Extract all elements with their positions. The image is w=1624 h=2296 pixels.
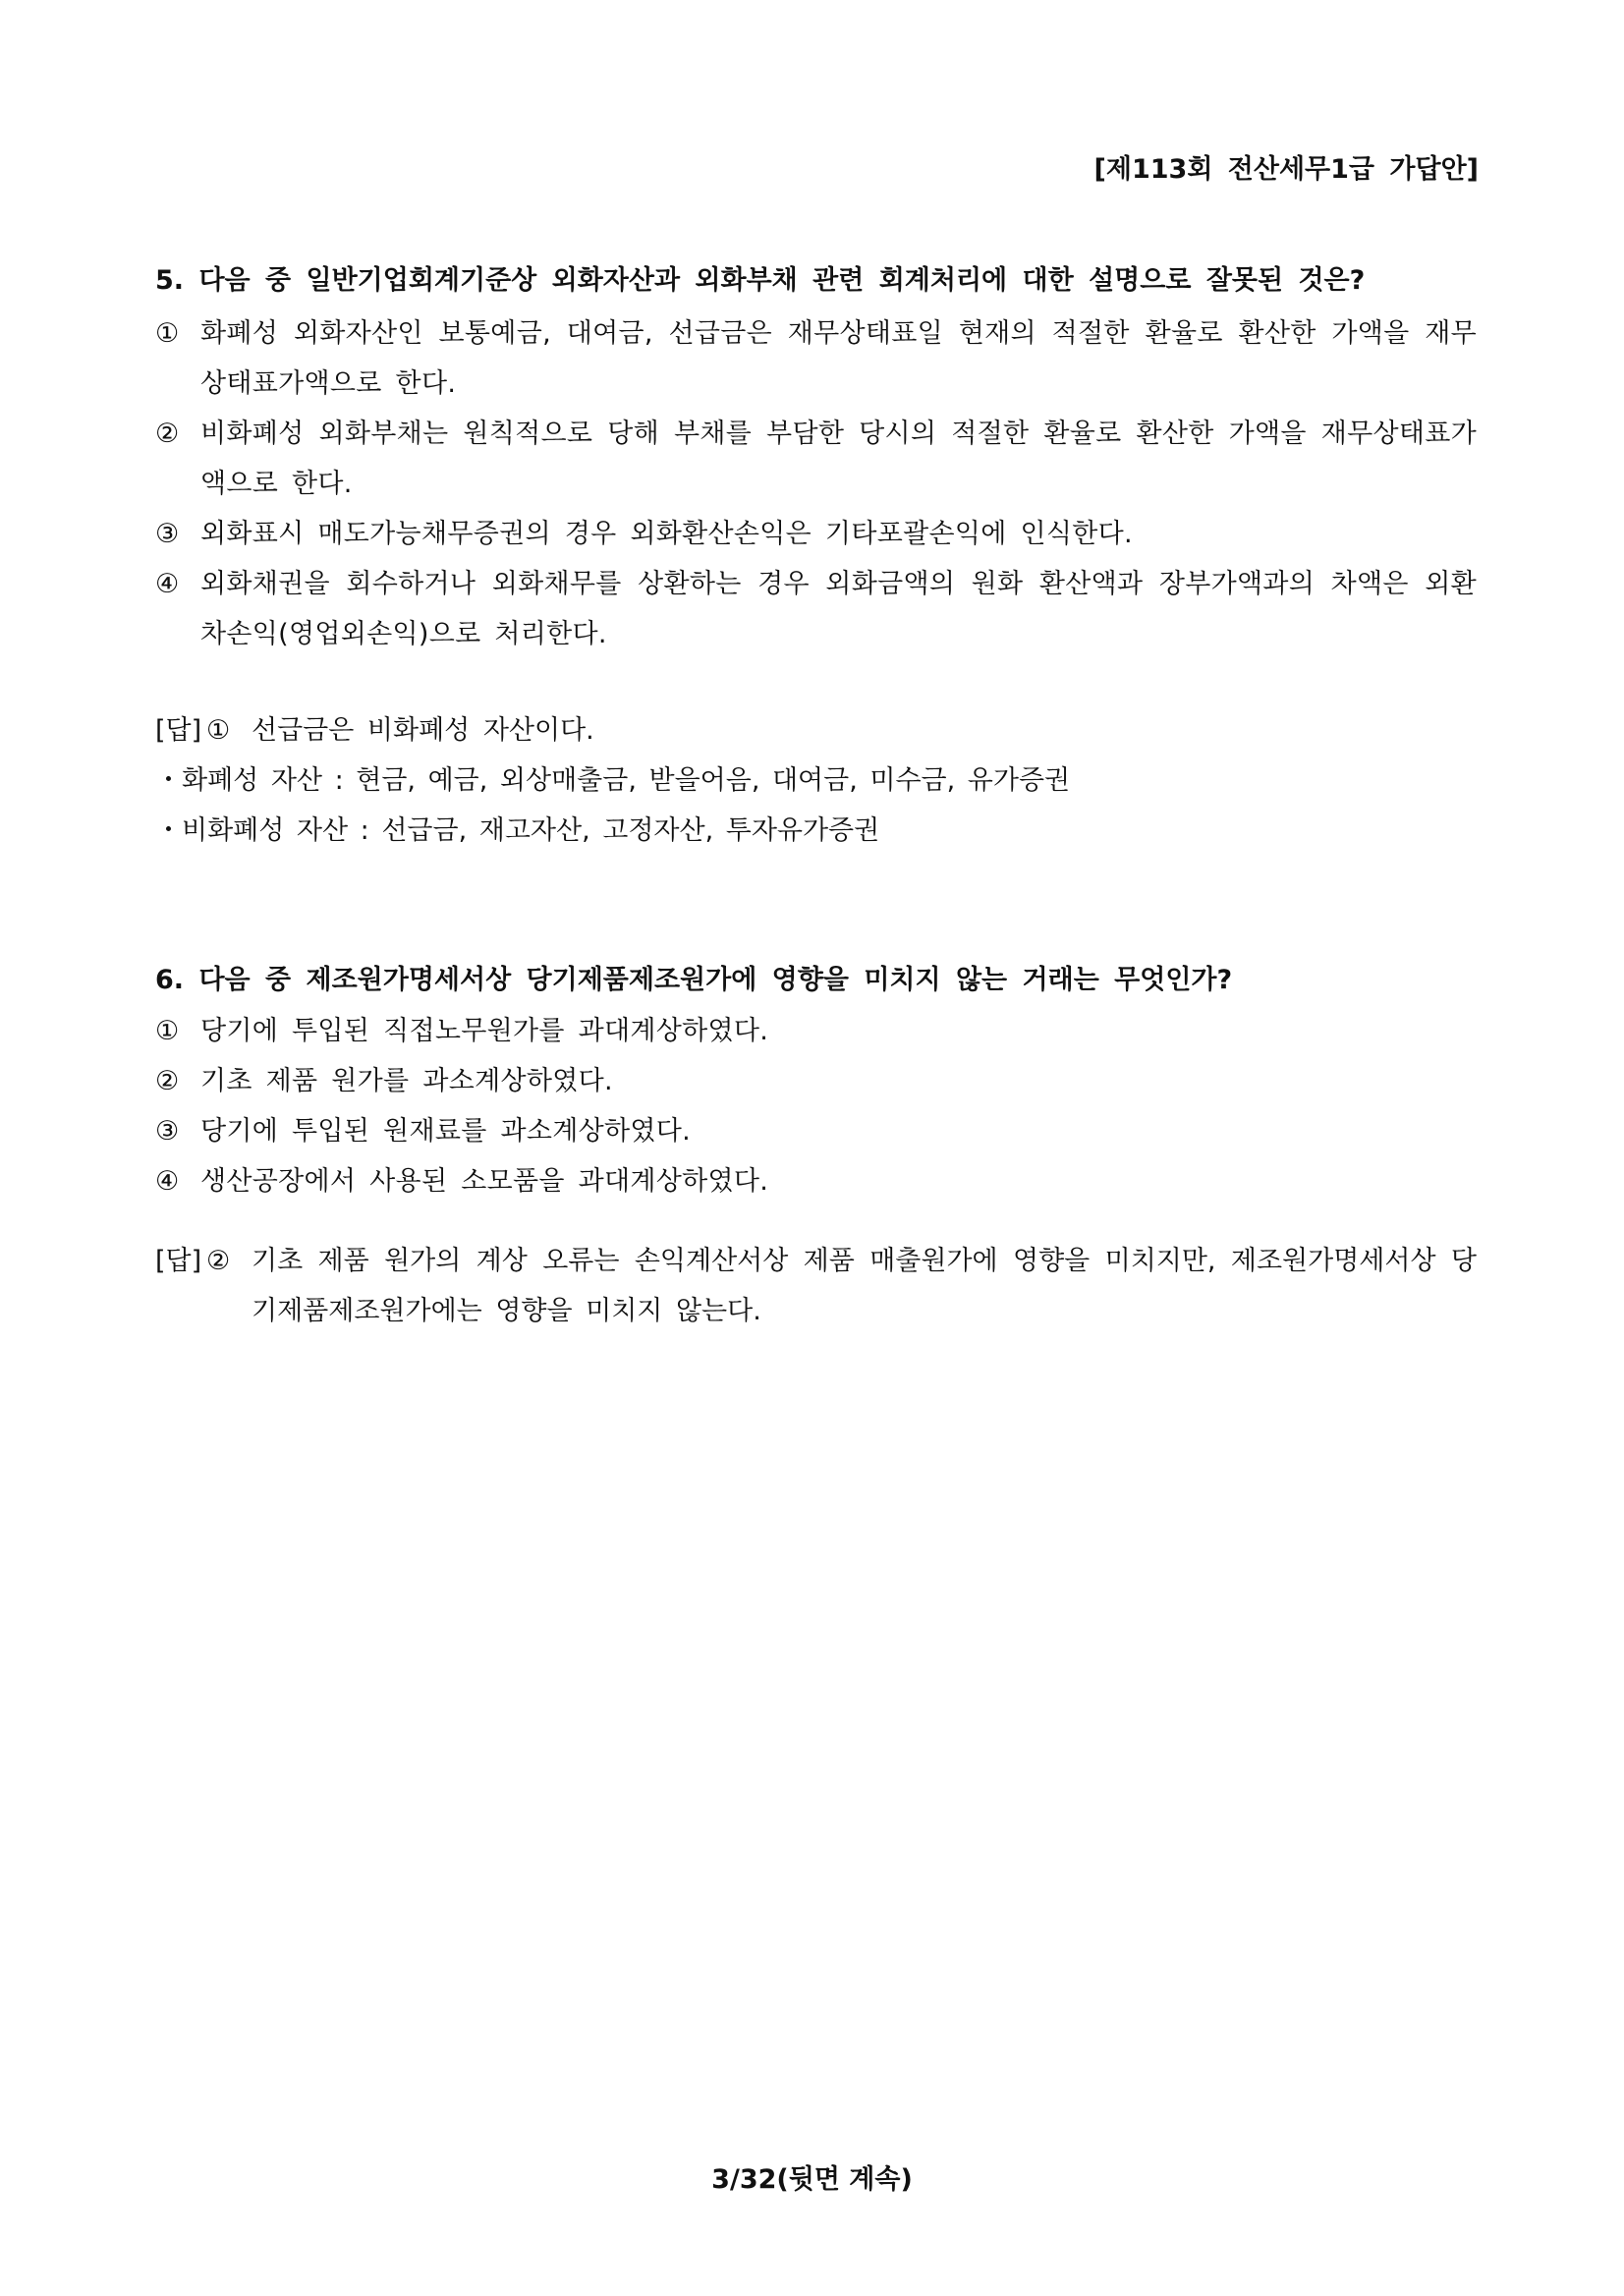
question-6: 6. 다음 중 제조원가명세서상 당기제품제조원가에 영향을 미치지 않는 거래는 무엇인가? [155,965,1233,995]
choice-text: 당기에 투입된 직접노무원가를 과대계상하였다. [200,1016,769,1046]
exam-header: [제113회 전산세무1급 가답안] [1093,154,1479,185]
q5-choice-4 [155,559,1477,659]
q5-choice-1 [155,308,1477,409]
q6-choice-2 [155,1056,1477,1106]
page-number: 3/32(뒷면 계속) [711,2164,913,2195]
choice-number: ① [155,1016,180,1046]
answer-label: [답] [155,715,202,746]
choice-text: 당기에 투입된 원재료를 과소계상하였다. [200,1116,692,1147]
answer-text: 선급금은 비화폐성 자산이다. [252,715,594,746]
choice-number: ③ [155,1116,180,1147]
choice-number: ④ [155,1166,180,1197]
q6-choice-3 [155,1106,1477,1156]
q5-choice-2 [155,409,1477,509]
choice-number: ① [155,318,180,349]
answer-label: [답] [155,1246,202,1276]
choice-number: ② [155,1066,180,1096]
answer-number: ① [206,715,231,746]
q6-answer [155,1236,1477,1336]
q5-bullet-monetary: ・화폐성 자산 : 현금, 예금, 외상매출금, 받을어음, 대여금, 미수금, 유가증권 [155,765,1071,796]
q5-bullet-nonmonetary: ・비화폐성 자산 : 선급금, 재고자산, 고정자산, 투자유가증권 [155,815,880,846]
choice-text: 비화폐성 외화부채는 원칙적으로 당해 부채를 부담한 당시의 적절한 환율로 환산한 가액을 재무상태표가액으로 한다. [200,419,1477,499]
question-5: 5. 다음 중 일반기업회계기준상 외화자산과 외화부채 관련 회계처리에 대한 설명으로 잘못된 것은? [155,265,1366,296]
answer-text: 기초 제품 원가의 계상 오류는 손익계산서상 제품 매출원가에 영향을 미치지만, 제조원가명세서상 당기제품제조원가에는 영향을 미치지 않는다. [252,1246,1477,1326]
choice-number: ④ [155,569,180,599]
q6-choice-1 [155,1006,1477,1056]
choice-number: ② [155,419,180,449]
answer-number: ② [206,1246,231,1276]
choice-number: ③ [155,519,180,549]
document-body [155,257,1477,1336]
q5-choice-3 [155,509,1477,559]
choice-text: 생산공장에서 사용된 소모품을 과대계상하였다. [200,1166,769,1197]
choice-text: 화폐성 외화자산인 보통예금, 대여금, 선급금은 재무상태표일 현재의 적절한 환율로 환산한 가액을 재무상태표가액으로 한다. [200,318,1477,399]
choice-text: 외화채권을 회수하거나 외화채무를 상환하는 경우 외화금액의 원화 환산액과 장부가액과의 차액은 외환차손익(영업외손익)으로 처리한다. [200,569,1477,649]
choice-text: 외화표시 매도가능채무증권의 경우 외화환산손익은 기타포괄손익에 인식한다. [200,519,1133,549]
q5-answer [155,705,1477,756]
q6-choice-4 [155,1156,1477,1206]
choice-text: 기초 제품 원가를 과소계상하였다. [200,1066,613,1096]
